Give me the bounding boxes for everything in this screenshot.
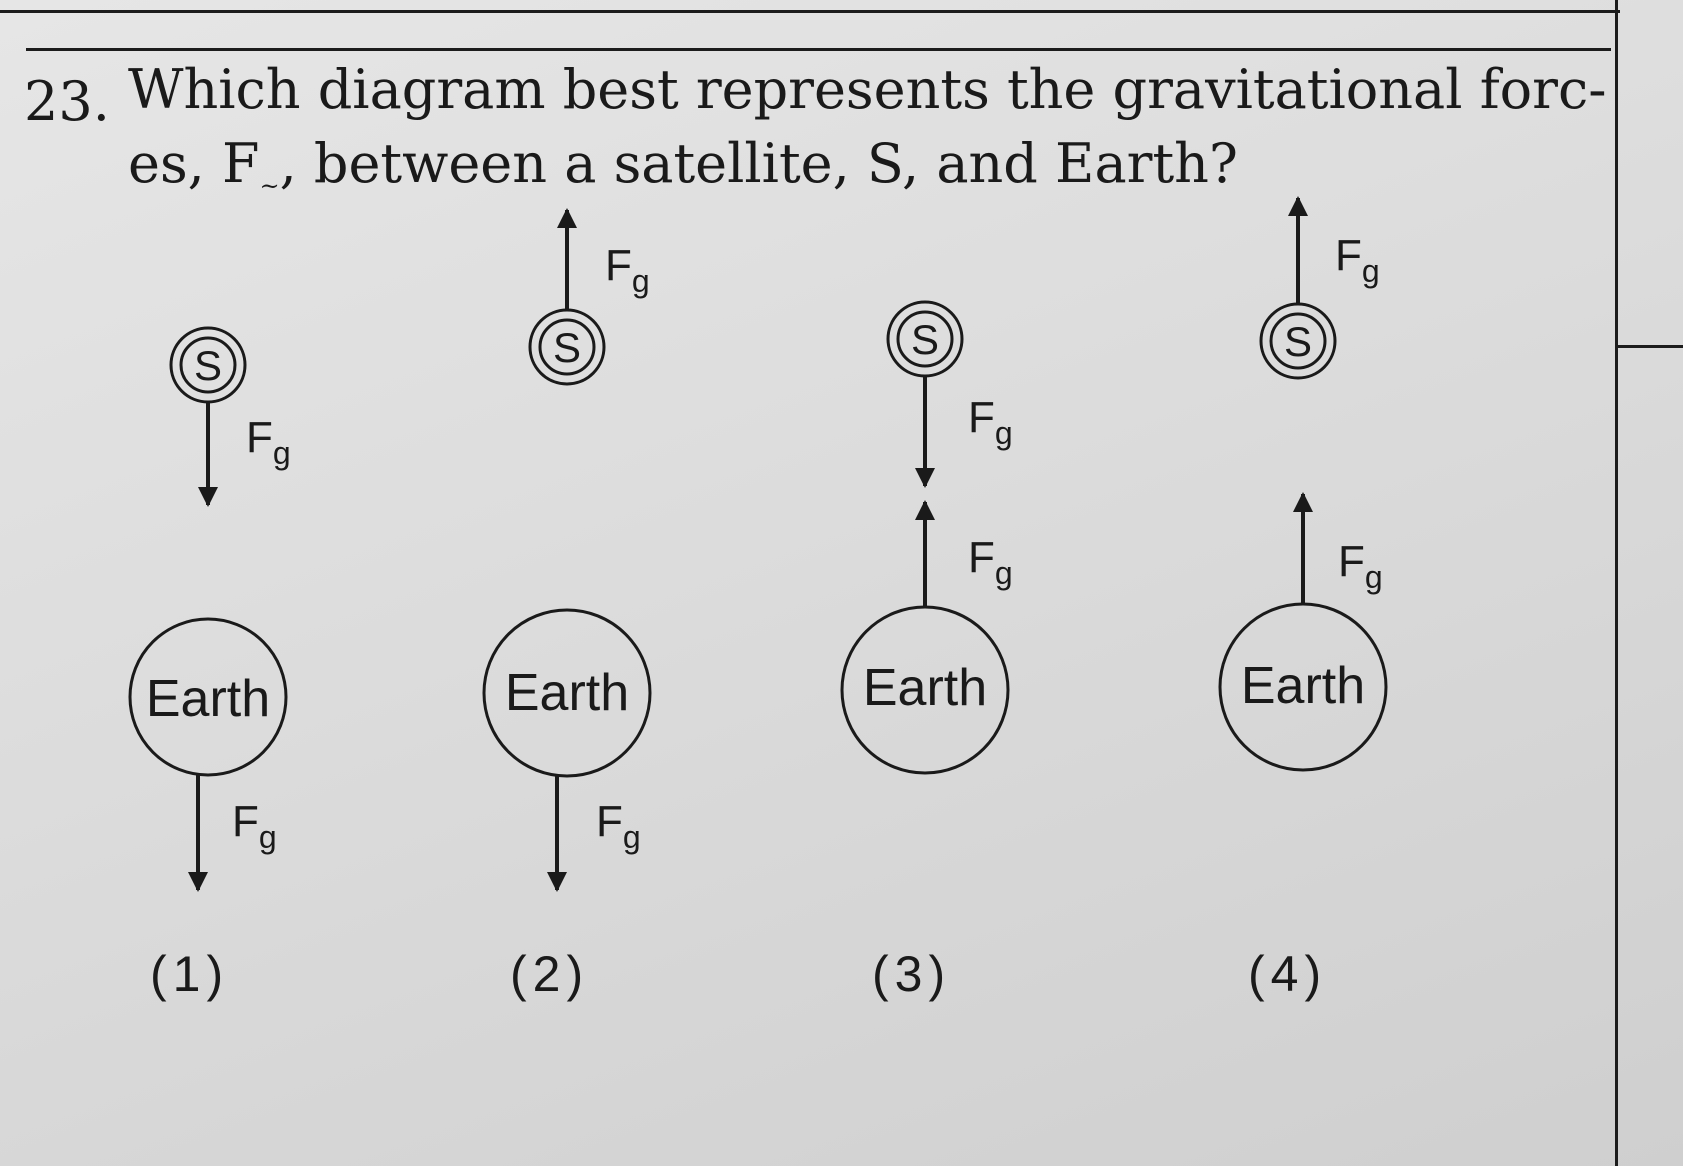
satellite-2 [530,310,604,384]
force-label: $F_g$ [246,413,291,471]
choice-1-label[interactable]: (1) [150,946,230,1002]
choice-2-label[interactable]: (2) [510,946,590,1002]
earth-label: Earth [504,664,630,722]
satellite-4 [1261,304,1335,378]
force-label: $F_g$ [232,797,277,855]
force-label: $F_g$ [596,797,641,855]
force-label: $F_g$ [968,533,1013,591]
force-label: $F_g$ [605,241,650,299]
satellite-label: S [552,324,582,371]
choice-3-label[interactable]: (3) [872,946,952,1002]
diagram-1 [130,328,291,890]
force-label: $F_g$ [1338,537,1383,595]
earth-label: Earth [145,670,271,728]
question-text-line-1: Which diagram best represents the gravitational forc- [128,58,1607,121]
satellite-3 [888,302,962,376]
question-number: 23. [24,70,110,133]
satellite-label: S [1283,318,1313,365]
diagram-2 [484,210,650,890]
earth-label: Earth [1240,657,1366,715]
earth-label: Earth [862,659,988,717]
satellite-1 [171,328,245,402]
question-line2-end: , between a satellite, S, and Earth? [279,132,1238,195]
choice-4-label[interactable]: (4) [1248,946,1328,1002]
diagram-3 [842,302,1013,773]
force-label: $F_g$ [968,393,1013,451]
satellite-label: S [910,316,940,363]
diagram-4 [1220,198,1386,770]
question-line2-start: es, F [128,132,260,195]
satellite-label: S [193,342,223,389]
question-subscript: ~ [259,172,280,200]
force-label: $F_g$ [1335,231,1380,289]
